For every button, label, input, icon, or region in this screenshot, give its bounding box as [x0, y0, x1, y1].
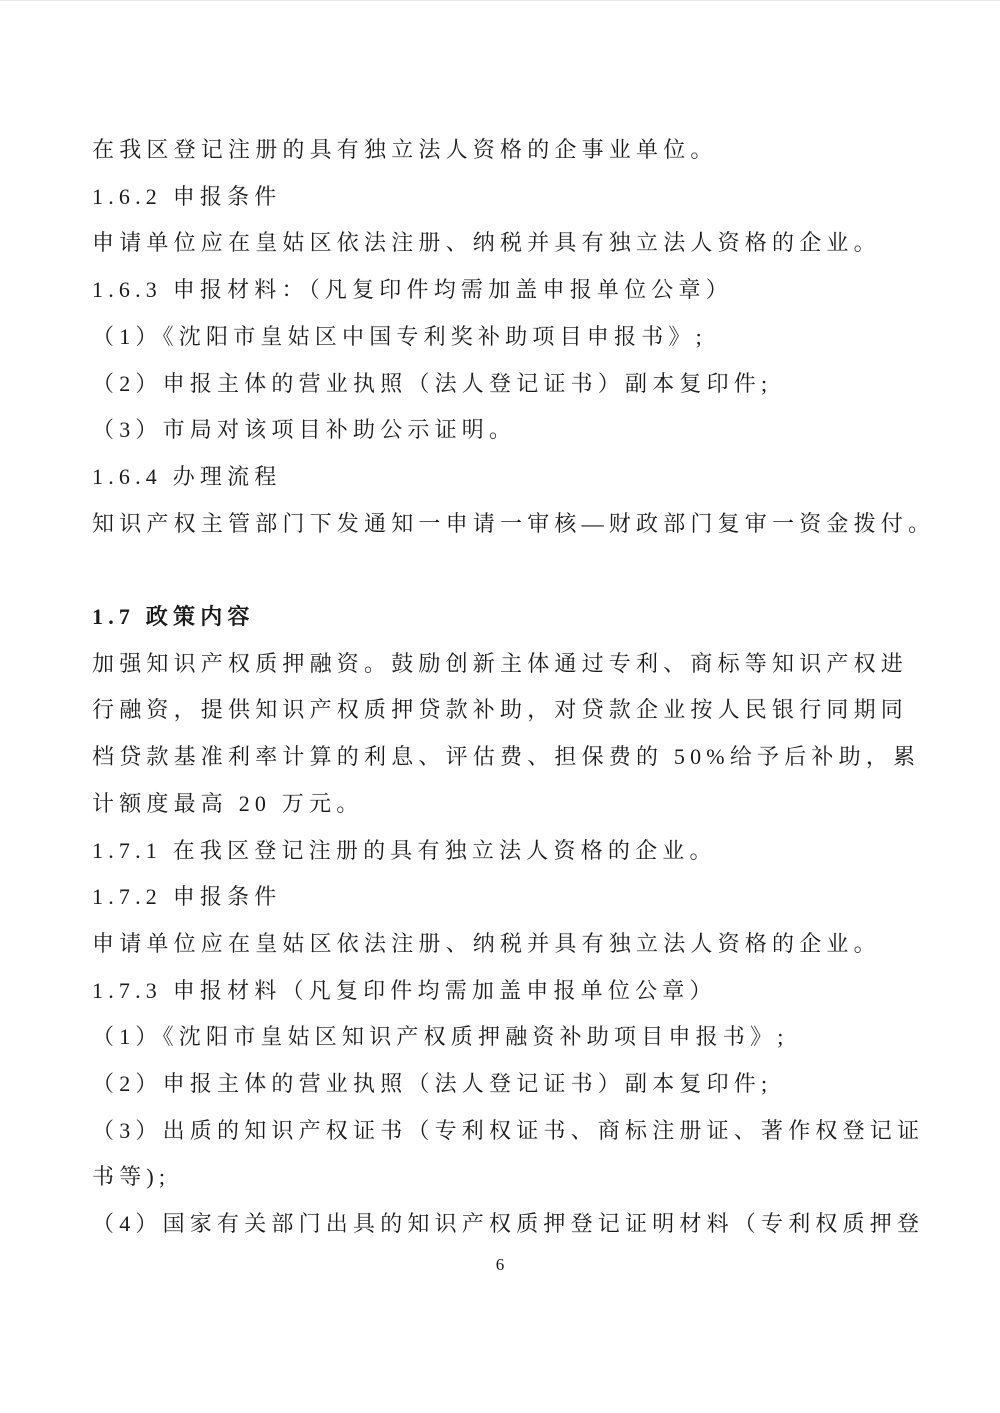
- text-line: （3）出质的知识产权证书（专利权证书、商标注册证、著作权登记证: [92, 1117, 925, 1143]
- text-line: 1.7.2 申报条件: [92, 884, 282, 910]
- text-line: （4）国家有关部门出具的知识产权质押登记证明材料（专利权质押登: [92, 1211, 925, 1237]
- text-line: 计额度最高 20 万元。: [92, 790, 364, 816]
- text-line: 申请单位应在皇姑区依法注册、纳税并具有独立法人资格的企业。: [92, 930, 881, 956]
- text-line: 1.7.3 申报材料（凡复印件均需加盖申报单位公章）: [92, 977, 717, 1003]
- text-line: 在我区登记注册的具有独立法人资格的企事业单位。: [92, 137, 718, 162]
- text-line: 书等);: [92, 1164, 171, 1190]
- text-line: （3）市局对该项目补助公示证明。: [92, 417, 517, 443]
- text-line: （1）《沈阳市皇姑区知识产权质押融资补助项目申报书》;: [92, 1024, 789, 1050]
- text-line: （1）《沈阳市皇姑区中国专利奖补助项目申报书》;: [92, 323, 707, 349]
- text-line: 1.6.4 办理流程: [92, 463, 282, 489]
- page-body: [92, 127, 936, 1248]
- text-line: 1.7 政策内容: [92, 604, 255, 630]
- page-number: 6: [495, 1255, 505, 1274]
- text-line: （2）申报主体的营业执照（法人登记证书）副本复印件;: [92, 1071, 773, 1097]
- text-line: 1.6.3 申报材料：（凡复印件均需加盖申报单位公章）: [92, 277, 733, 303]
- text-line: [92, 547, 908, 594]
- text-line: 行融资，提供知识产权质押贷款补助，对贷款企业按人民银行同期同: [92, 697, 909, 723]
- text-line: 档贷款基准利率计算的利息、评估费、担保费的 50%给予后补助，累: [92, 744, 921, 770]
- text-line: 申请单位应在皇姑区依法注册、纳税并具有独立法人资格的企业。: [92, 230, 881, 256]
- text-line: 加强知识产权质押融资。鼓励创新主体通过专利、商标等知识产权进: [92, 650, 909, 676]
- page-footer: [0, 1250, 1000, 1280]
- text-line: 1.6.2 申报条件: [92, 183, 282, 209]
- text-line: （2）申报主体的营业执照（法人登记证书）副本复印件;: [92, 370, 773, 396]
- text-line: 1.7.1 在我区登记注册的具有独立法人资格的企业。: [92, 837, 717, 863]
- text-line: 知识产权主管部门下发通知一申请一审核—财政部门复审一资金拨付。: [92, 510, 936, 536]
